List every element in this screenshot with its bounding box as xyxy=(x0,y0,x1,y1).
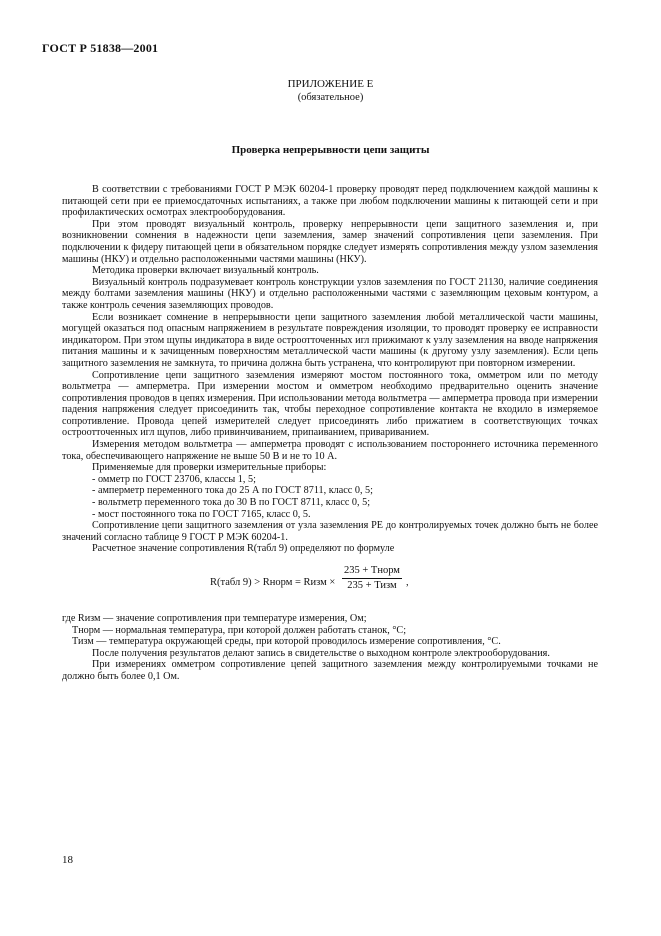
instrument-item: - мост постоянного тока по ГОСТ 7165, класс 0, 5. xyxy=(92,508,311,520)
instruments-intro: Применяемые для проверки измерительные приборы: xyxy=(92,462,327,474)
formula-intro: Расчетное значение сопротивления R(табл 9) определяют по формуле xyxy=(92,543,395,555)
definition-row: где Rизм — значение сопротивления при температуре измерения, Ом; xyxy=(62,613,367,624)
paragraph: В соответствии с требованиями ГОСТ Р МЭК 60204-1 проверку проводят перед подключением каждой машины к питающей сети при ее приемосдаточных испытаниях, а также при любом подключении машины к питающей сети и при профилактических осмотрах электрооборудования. xyxy=(62,184,598,219)
resistance-formula xyxy=(210,565,598,603)
body-text xyxy=(62,184,598,683)
formula-numerator: 235 + Тнорм xyxy=(344,565,400,576)
formula-lhs: R(табл 9) > Rнорм = Rизм × xyxy=(210,577,336,588)
instrument-item: - омметр по ГОСТ 23706, классы 1, 5; xyxy=(92,473,256,485)
paragraph: При измерениях омметром сопротивление цепей защитного заземления между контролируемыми точками не должно быть более 0,1 Ом. xyxy=(62,659,598,682)
fraction-bar xyxy=(342,578,402,579)
appendix-status: (обязательное) xyxy=(297,92,364,103)
section-title: Проверка непрерывности цепи защиты xyxy=(231,144,430,156)
instrument-item: - амперметр переменного тока до 25 А по ГОСТ 8711, класс 0, 5; xyxy=(92,485,373,497)
instrument-item: - вольтметр переменного тока до 30 В по ГОСТ 8711, класс 0, 5; xyxy=(92,497,371,509)
paragraph: Методика проверки включает визуальный контроль. xyxy=(92,265,319,277)
paragraph: При этом проводят визуальный контроль, проверку непрерывности цепи защитного заземления и, при возникновении сомнения в надежности цепи заземления, замер значений сопротивления цепи заземления. При подключении к фидеру питающей цепи в обязательном порядке следует измерять сопротивления между узлом заземления машины (НКУ) и отдельно расположенными частями машины (НКУ). xyxy=(62,218,598,265)
appendix-heading xyxy=(0,78,661,103)
formula-fraction xyxy=(342,565,402,591)
appendix-label: ПРИЛОЖЕНИЕ Е xyxy=(287,78,374,90)
paragraph: Сопротивление цепи защитного заземления измеряют мостом постоянного тока, омметром или по методу вольтметра — амперметра. При измерении мостом и омметром необходимо предварительно оценить значение сопротивления проводов в цепях измерения. При использовании метода вольтметра — амперметра провода при измерении падения напряжения следует присоединить так, чтобы переходное сопротивление контакта не входило в измеряемое сопротивление. Провода цепей измерителей следует присоединять либо прижатием в соответствующих точках остроотточенных игл щупов, либо привинчиванием, припаиванием, привариванием. xyxy=(62,369,598,439)
document-header: ГОСТ Р 51838—2001 xyxy=(42,41,159,55)
formula-denominator: 235 + Тизм xyxy=(347,579,397,591)
definition-row: Тнорм — нормальная температура, при которой должен работать станок, °С; xyxy=(72,624,407,636)
paragraph: После получения результатов делают запись в свидетельстве о выходном контроле электрооборудования. xyxy=(92,647,550,659)
definition-row: Тизм — температура окружающей среды, при которой проводилось измерение сопротивления, °С. xyxy=(72,636,501,648)
page-number: 18 xyxy=(62,854,73,866)
paragraph: Измерения методом вольтметра — амперметра проводят с использованием постороннего источника переменного тока, обеспечивающего напряжение не выше 50 В и не то 10 А. xyxy=(62,439,598,462)
formula-definitions xyxy=(62,613,598,648)
paragraph: Сопротивление цепи защитного заземления от узла заземления РЕ до контролируемых точек должно быть не более значений согласно таблице 9 ГОСТ Р МЭК 60204-1. xyxy=(62,520,598,543)
paragraph: Если возникает сомнение в непрерывности цепи защитного заземления любой металлической части машины, могущей оказаться под опасным напряжением в результате повреждения изоляции, то проводят проверку ее исправности индикатором. При этом щупы индикатора в виде остроотточенных игл прижимают к узлу заземления на вводе напряжения питания машины и к зачищенным поверхностям металлической части машины (к другому узлу заземления). Если цепь защитного заземления не замкнута, то причина должна быть устранена, что контролируют при повторном измерении. xyxy=(62,311,598,369)
paragraph: Визуальный контроль подразумевает контроль конструкции узлов заземления по ГОСТ 21130, наличие соединения между болтами заземления машины (НКУ) и отдельно расположенными частями с заземляющим цеховым контуром, а также контроль сечения заземляющих проводов. xyxy=(62,276,598,311)
formula-tail: , xyxy=(406,577,409,588)
